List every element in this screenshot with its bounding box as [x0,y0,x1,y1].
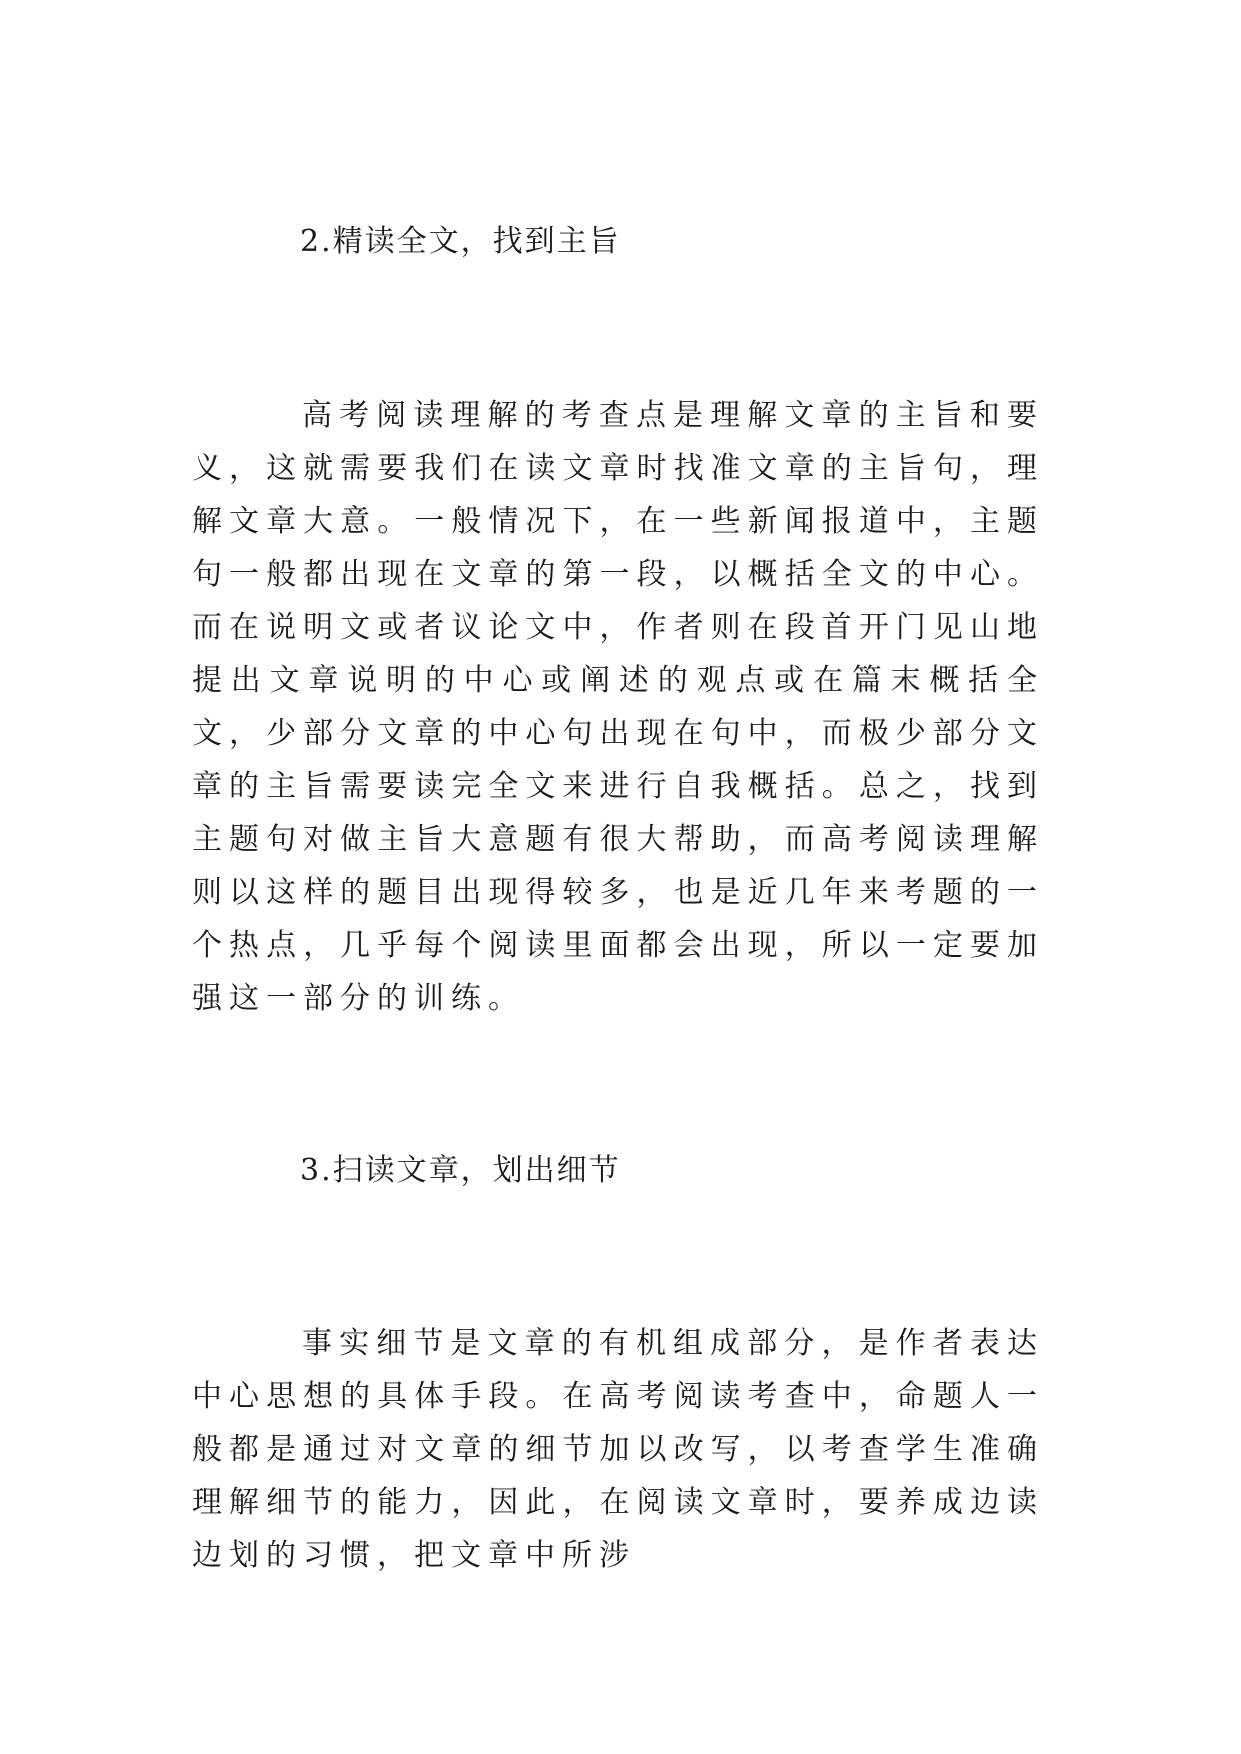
section-heading-3: 3.扫读文章，划出细节 [300,1153,621,1188]
section-heading-2: 2.精读全文，找到主旨 [300,224,621,259]
section-paragraph-3: 事实细节是文章的有机组成部分，是作者表达中心思想的具体手段。在高考阅读考查中，命题人一般都是通过对文章的细节加以改写，以考查学生准确理解细节的能力，因此，在阅读文章时，要养成边读边划的习惯，把文章中所涉 [192,1326,1044,1573]
section-paragraph-2: 高考阅读理解的考查点是理解文章的主旨和要义，这就需要我们在读文章时找准文章的主旨句，理解文章大意。一般情况下，在一些新闻报道中，主题句一般都出现在文章的第一段，以概括全文的中心。而在说明文或者议论文中，作者则在段首开门见山地提出文章说明的中心或阐述的观点或在篇末概括全文，少部分文章的中心句出现在句中，而极少部分文章的主旨需要读完全文来进行自我概括。总之，找到主题句对做主旨大意题有很大帮助，而高考阅读理解则以这样的题目出现得较多，也是近几年来考题的一个热点，几乎每个阅读里面都会出现，所以一定要加强这一部分的训练。 [192,398,1044,1016]
